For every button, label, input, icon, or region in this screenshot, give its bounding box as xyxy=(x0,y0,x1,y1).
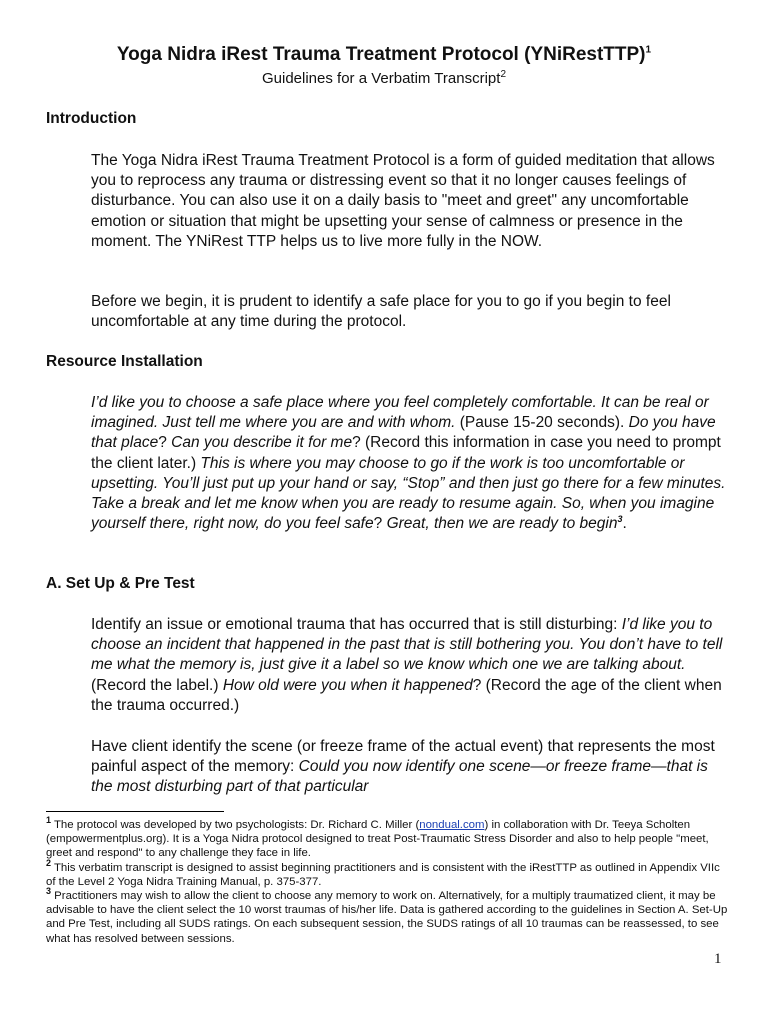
resource-footnote-ref[interactable]: 3 xyxy=(617,514,623,525)
resource-text-4: ? xyxy=(158,434,172,452)
document-subtitle-text: Guidelines for a Verbatim Transcript xyxy=(261,70,501,87)
resource-text-1: I’d like you to choose a safe place where you feel completely comfortable. It can be real or imagined. Just tell me where you are and with whom. xyxy=(91,394,709,432)
nondual-link[interactable]: nondual.com xyxy=(419,819,485,831)
resource-text-9: Great, then we are ready to begin xyxy=(386,515,618,533)
document-title-text: Yoga Nidra iRest Trauma Treatment Protocol (YNiRestTTP) xyxy=(116,44,646,65)
document-title xyxy=(0,44,768,66)
resource-text-5: Can you describe it for me xyxy=(171,434,353,452)
document-subtitle xyxy=(0,70,768,87)
setup-p1-text-3: (Record the label.) xyxy=(91,676,223,694)
footnote-1-number: 1 xyxy=(46,815,52,826)
page-number: 1 xyxy=(714,951,722,967)
setup-p1-text-1: Identify an issue or emotional trauma that has occurred that is still disturbing: xyxy=(91,616,622,633)
resource-text-8: ? xyxy=(373,515,387,533)
setup-paragraph-2 xyxy=(91,737,731,798)
setup-paragraph-1 xyxy=(91,615,731,716)
footnote-1-text-a: The protocol was developed by two psychologists: Dr. Richard C. Miller ( xyxy=(51,819,420,831)
intro-paragraph-2: Before we begin, it is prudent to identify a safe place for you to go if you begin to feel uncomfortable at any time during the protocol. xyxy=(91,293,671,331)
title-footnote-ref[interactable]: 1 xyxy=(645,44,652,56)
footnote-1-text-b: ) in collaboration with Dr. Teeya Scholten (empowermentplus.org). It is a Yoga Nidra protocol designed to treat Post-Traumatic Stress Disorder and also to help people "meet, greet and respond" to any challenge they face in life. xyxy=(46,819,709,860)
heading-resource-installation: Resource Installation xyxy=(46,353,203,370)
resource-text-6: ? (Record this information in case you need to prompt the client later.) xyxy=(91,434,721,472)
resource-text-2: (Pause 15-20 seconds). xyxy=(455,414,629,432)
heading-setup-pretest: A. Set Up & Pre Test xyxy=(46,575,195,592)
resource-paragraph xyxy=(91,393,731,534)
setup-p1-text-5: ? (Record the age of the client when the trauma occurred.) xyxy=(91,676,722,714)
heading-introduction: Introduction xyxy=(46,110,137,127)
subtitle-footnote-ref[interactable]: 2 xyxy=(500,69,506,80)
footnote-2-text: This verbatim transcript is designed to assist beginning practitioners and is consistent with the iRestTTP as outlined in Appendix VIIc of the Level 2 Yoga Nidra Training Manual, p. 375-377. xyxy=(46,861,720,888)
footnote-3 xyxy=(46,886,730,946)
setup-p1-text-2: I’d like you to choose an incident that happened in the past that is still bothering you. You don’t have to tell me what the memory is, just give it a label so we know which one we are talking about. xyxy=(91,616,723,674)
footnote-3-text: Practitioners may wish to allow the client to choose any memory to work on. Alternatively, for a multiply traumatized client, it may be advisable to have the client select the 10 worst traumas of his/her life. Data is gathered according to the guidelines in Section A. Set-Up and Pre Test, including all SUDS ratings. On each subsequent session, the SUDS ratings of all 10 traumas can be reassessed, to see what has resolved between sessions. xyxy=(46,890,728,945)
intro-paragraph-1: The Yoga Nidra iRest Trauma Treatment Protocol is a form of guided meditation that allows you to reprocess any trauma or distressing event so that it no longer causes feelings of disturbance. You can also use it on a daily basis to "meet and greet" any uncomfortable emotion or situation that might be upsetting your sense of calmness or presence in the moment. The YNiRest TTP helps us to live more fully in the NOW. xyxy=(91,152,715,250)
resource-text-3: Do you have that place xyxy=(91,414,716,452)
footnote-separator xyxy=(46,811,224,812)
footnotes xyxy=(46,815,730,946)
footnote-1 xyxy=(46,815,730,861)
footnote-3-number: 3 xyxy=(46,886,52,897)
footnote-2 xyxy=(46,857,730,889)
resource-text-10: . xyxy=(622,515,627,533)
setup-p1-text-4: How old were you when it happened xyxy=(222,676,473,694)
footnote-2-number: 2 xyxy=(46,857,52,868)
resource-text-7: This is where you may choose to go if the work is too uncomfortable or upsetting. You’ll just put up your hand or say, “Stop” and then just go there for a few minutes. Take a break and let me know when you are ready to resume again. So, when you imagine yourself there, right now, do you feel safe xyxy=(91,454,726,533)
setup-p2-text-2: Could you now identify one scene—or freeze frame—that is the most disturbing part of that particular xyxy=(91,758,708,796)
setup-p2-text-1: Have client identify the scene (or freeze frame of the actual event) that represents the most painful aspect of the memory: xyxy=(91,738,715,776)
